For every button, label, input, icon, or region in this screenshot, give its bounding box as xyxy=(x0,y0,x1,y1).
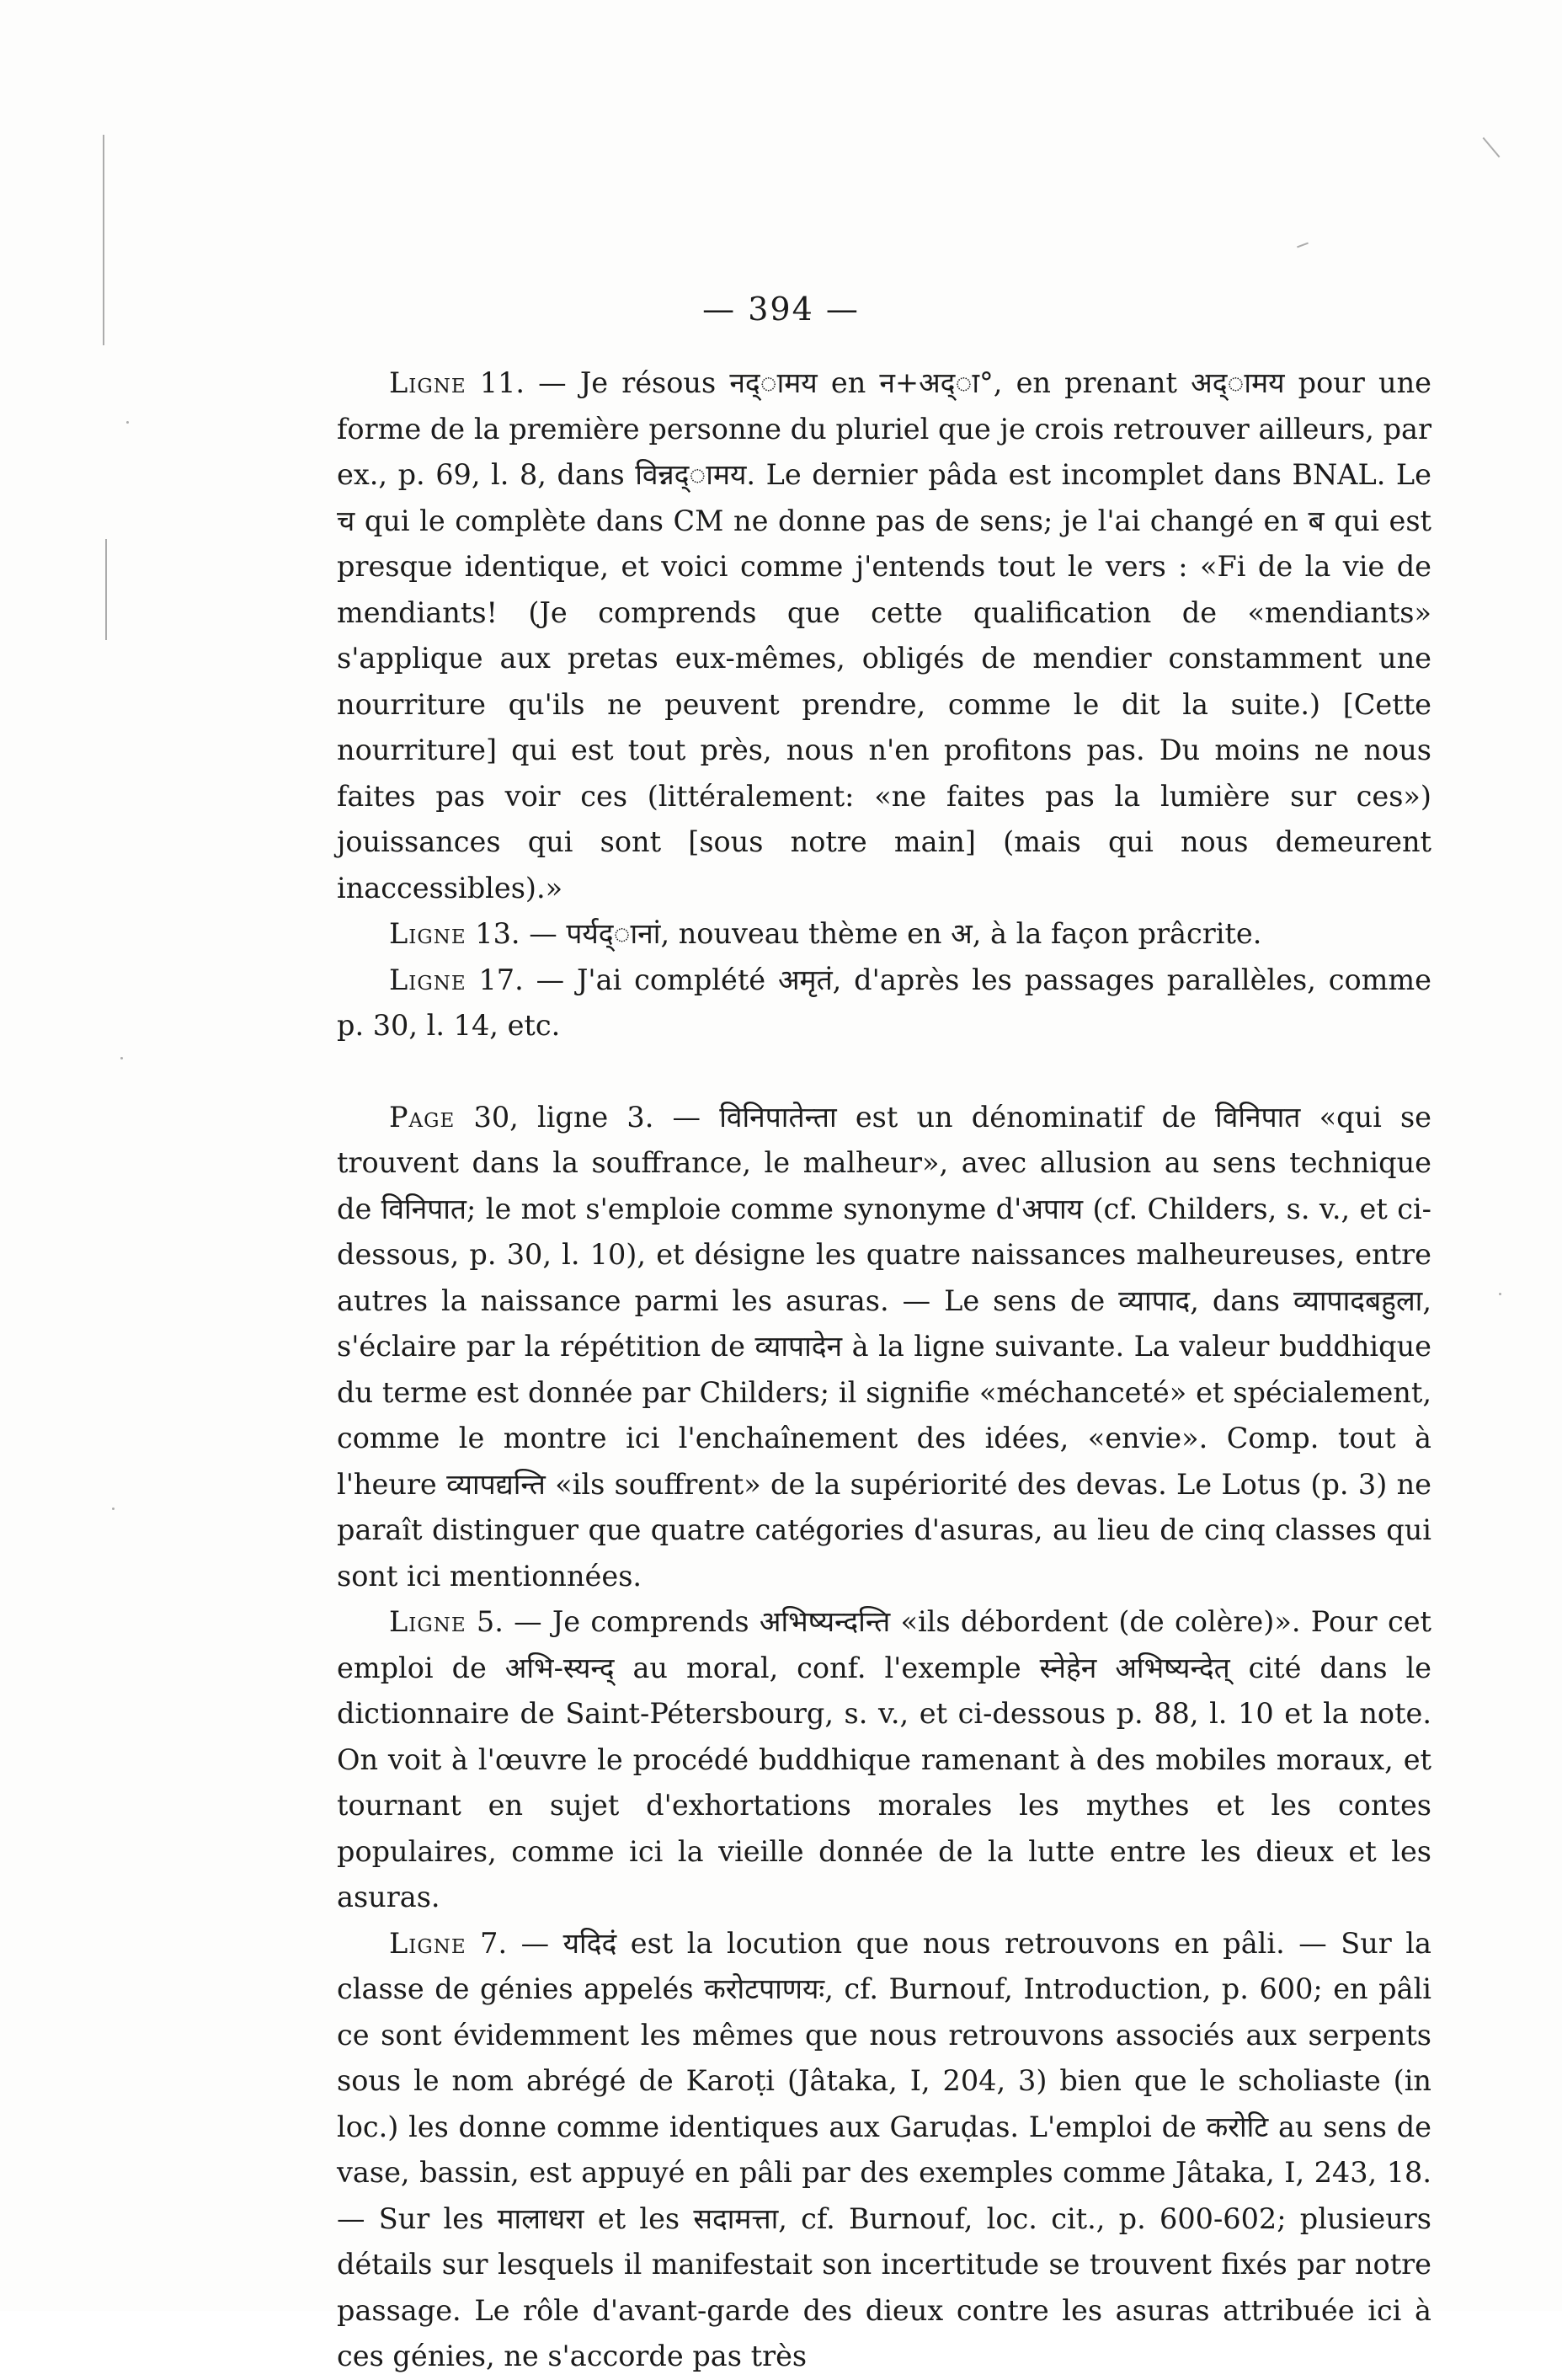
note-label: Page xyxy=(389,1100,456,1134)
note-ligne-17 xyxy=(337,958,1431,1049)
note-text: 5. — Je comprends अभिष्यन्दन्ति «ils débordent (de colère)». Pour cet emploi de अभि-स्यन्द् au moral, conf. l'exemple स्नेहेन अभिष्यन्देत् cité dans le dictionnaire de Saint-Pétersbourg, s. v., et ci-dessous p. 88, l. 10 et la note. On voit à l'œuvre le procédé buddhique ramenant à des mobiles moraux, et tournant en sujet d'exhortations morales les mythes et les contes populaires, comme ici la vieille donnée de la lutte entre les dieux et les asuras. xyxy=(337,1605,1431,1913)
note-text: 11. — Je résous नद्ामय en न+अद्ा°, en prenant अद्ामय pour une forme de la première personne du pluriel que je crois retrouver ailleurs, par ex., p. 69, l. 8, dans विन्नद्ामय. Le dernier pâda est incomplet dans BNAL. Le च qui le complète dans CM ne donne pas de sens; je l'ai changé en ब qui est presque identique, et voici comme j'entends tout le vers : «Fi de la vie de mendiants! (Je comprends que cette qualification de «mendiants» s'applique aux pretas eux-mêmes, obligés de mendier constamment une nourriture qu'ils ne peuvent prendre, comme le dit la suite.) [Cette nourriture] qui est tout près, nous n'en profitons pas. Du moins ne nous faites pas voir ces (littéralement: «ne faites pas la lumière sur ces») jouissances qui sont [sous notre main] (mais qui nous demeurent inaccessibles).» xyxy=(337,366,1431,905)
note-label: Ligne xyxy=(389,917,466,950)
commentary-text xyxy=(337,360,1431,2380)
note-label: Ligne xyxy=(389,963,466,996)
note-label: Ligne xyxy=(389,1926,466,1960)
scan-dust xyxy=(126,421,129,424)
page-number: — 394 — xyxy=(702,291,860,328)
note-text: 17. — J'ai complété अमृतं, d'après les passages parallèles, comme p. 30, l. 14, etc. xyxy=(337,963,1431,1042)
scan-dust xyxy=(120,1057,123,1059)
scan-edge-mark xyxy=(105,539,107,640)
scan-pencil-mark xyxy=(1297,243,1309,248)
note-ligne-5 xyxy=(337,1599,1431,1921)
note-page-30-ligne-3 xyxy=(337,1095,1431,1600)
note-text: 13. — पर्यद्ानां, nouveau thème en अ, à la façon prâcrite. xyxy=(466,917,1262,950)
note-ligne-11 xyxy=(337,360,1431,911)
note-label: Ligne xyxy=(389,1605,466,1638)
scan-corner-mark xyxy=(1483,137,1501,157)
note-ligne-13 xyxy=(337,911,1431,958)
note-text: 30, ligne 3. — विनिपातेन्ता est un dénominatif de विनिपात «qui se trouvent dans la souffrance, le malheur», avec allusion au sens technique de विनिपात; le mot s'emploie comme synonyme d'अपाय (cf. Childers, s. v., et ci-dessous, p. 30, l. 10), et désigne les quatre naissances malheureuses, entre autres la naissance parmi les asuras. — Le sens de व्यापाद, dans व्यापादबहुला, s'éclaire par la répétition de व्यापादेन à la ligne suivante. La valeur buddhique du terme est donnée par Childers; il signifie «méchanceté» et spécialement, comme le montre ici l'enchaînement des idées, «envie». Comp. tout à l'heure व्यापद्यन्ति «ils souffrent» de la supériorité des devas. Le Lotus (p. 3) ne paraît distinguer que quatre catégories d'asuras, au lieu de cinq classes qui sont ici mentionnées. xyxy=(337,1100,1431,1593)
scan-dust xyxy=(1499,1293,1501,1295)
note-text: 7. — यदिदं est la locution que nous retrouvons en pâli. — Sur la classe de génies appelés करोटपाणयः, cf. Burnouf, Introduction, p. 600; en pâli ce sont évidemment les mêmes que nous retrouvons associés aux serpents sous le nom abrégé de Karoṭi (Jâtaka, I, 204, 3) bien que le scholiaste (in loc.) les donne comme identiques aux Garuḍas. L'emploi de करोटि au sens de vase, bassin, est appuyé en pâli par des exemples comme Jâtaka, I, 243, 18. — Sur les मालाधरा et les सदामत्ता, cf. Burnouf, loc. cit., p. 600-602; plusieurs détails sur lesquels il manifestait son incertitude se trouvent fixés par notre passage. Le rôle d'avant-garde des dieux contre les asuras attribuée ici à ces génies, ne s'accorde pas très xyxy=(337,1926,1431,2372)
note-label: Ligne xyxy=(389,366,466,399)
scan-dust xyxy=(112,1508,115,1510)
